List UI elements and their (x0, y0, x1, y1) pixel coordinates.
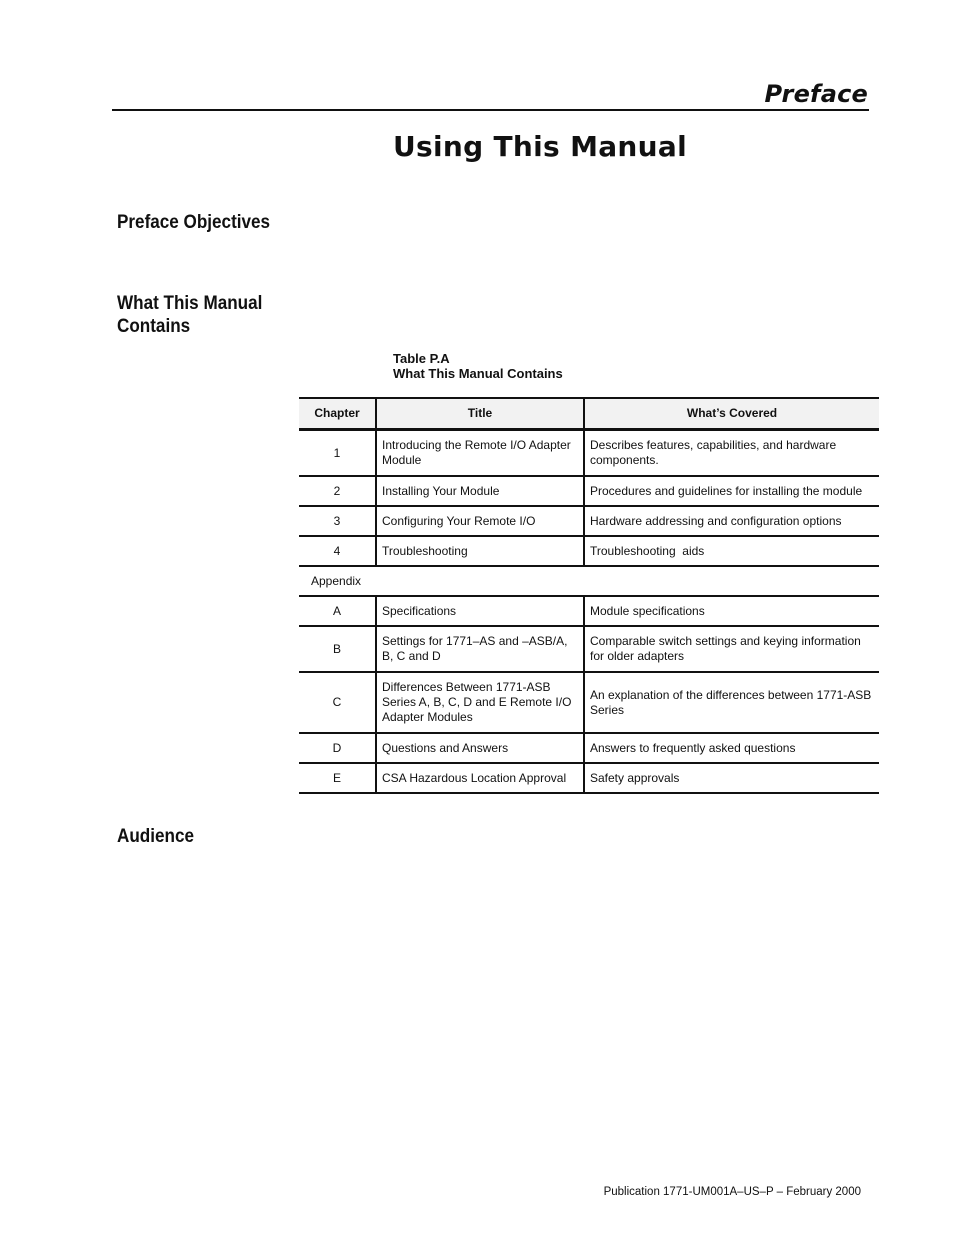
cell-covered: An explanation of the differences between 1771-ASB Series (584, 672, 879, 733)
cell-title: Differences Between 1771-ASB Series A, B, C, D and E Remote I/O Adapter Modules (376, 672, 584, 733)
cell-title: CSA Hazardous Location Approval (376, 763, 584, 793)
heading-line-1: What This Manual (117, 293, 263, 314)
cell-covered: Safety approvals (584, 763, 879, 793)
table-caption (393, 351, 563, 381)
cell-chapter: A (299, 596, 376, 626)
table-row (299, 476, 879, 506)
table-row (299, 626, 879, 672)
header-rule (112, 109, 869, 111)
table-caption-number: Table P.A (393, 351, 450, 366)
cell-title: Questions and Answers (376, 733, 584, 763)
cell-covered: Module specifications (584, 596, 879, 626)
table-row (299, 430, 879, 477)
heading-line-2: Contains (117, 316, 191, 337)
table-row (299, 733, 879, 763)
table-row (299, 672, 879, 733)
table-row (299, 596, 879, 626)
cell-chapter: 3 (299, 506, 376, 536)
cell-covered: Procedures and guidelines for installing the module (584, 476, 879, 506)
header-chapter: Chapter (299, 398, 376, 430)
appendix-label: Appendix (299, 566, 879, 596)
cell-title: Introducing the Remote I/O Adapter Module (376, 430, 584, 477)
cell-title: Installing Your Module (376, 476, 584, 506)
cell-title: Troubleshooting (376, 536, 584, 566)
cell-covered: Hardware addressing and configuration options (584, 506, 879, 536)
cell-covered: Describes features, capabilities, and hardware components. (584, 430, 879, 477)
cell-chapter: 1 (299, 430, 376, 477)
table-header-row (299, 398, 879, 430)
heading-what-this-manual-contains (117, 292, 262, 338)
cell-covered: Comparable switch settings and keying information for older adapters (584, 626, 879, 672)
publication-footer: Publication 1771-UM001A–US–P – February 2000 (603, 1186, 861, 1198)
table-row (299, 506, 879, 536)
header-whats-covered: What’s Covered (584, 398, 879, 430)
contents-table (299, 397, 879, 794)
cell-chapter: 4 (299, 536, 376, 566)
heading-preface-objectives: Preface Objectives (117, 212, 271, 233)
cell-title: Settings for 1771–AS and –ASB/A, B, C and D (376, 626, 584, 672)
header-title: Title (376, 398, 584, 430)
cell-covered: Troubleshooting aids (584, 536, 879, 566)
chapter-label: Preface (764, 80, 868, 108)
table-row (299, 763, 879, 793)
cell-chapter: B (299, 626, 376, 672)
table-caption-title: What This Manual Contains (393, 366, 563, 381)
cell-chapter: C (299, 672, 376, 733)
table-row (299, 536, 879, 566)
cell-covered: Answers to frequently asked questions (584, 733, 879, 763)
heading-audience: Audience (117, 826, 194, 847)
appendix-group-row (299, 566, 879, 596)
page-title: Using This Manual (393, 130, 687, 163)
cell-chapter: 2 (299, 476, 376, 506)
cell-title: Specifications (376, 596, 584, 626)
cell-chapter: E (299, 763, 376, 793)
cell-chapter: D (299, 733, 376, 763)
cell-title: Configuring Your Remote I/O (376, 506, 584, 536)
